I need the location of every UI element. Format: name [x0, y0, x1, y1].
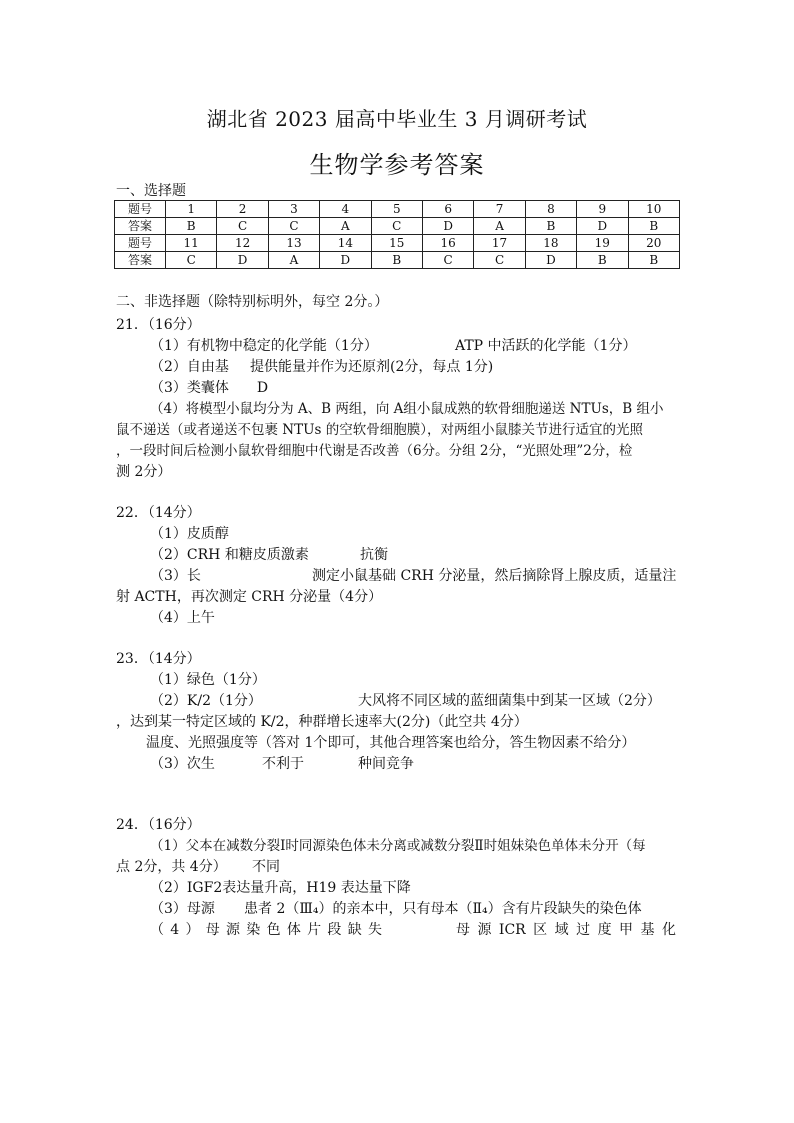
answer-cell: D [422, 218, 473, 235]
question-number: 12 [217, 235, 268, 252]
question-number: 19 [577, 235, 628, 252]
question-number: 15 [371, 235, 422, 252]
q23-answer-2-cont: ，达到某一特定区域的 K/2，种群增长速率大(2分)（此空共 4分） [116, 714, 528, 730]
q21-answer-4-cont3: 测 2分） [116, 464, 172, 480]
question-number: 4 [320, 201, 371, 218]
section1-heading: 一、选择题 [116, 183, 186, 199]
answer-cell: D [577, 218, 628, 235]
question-number: 9 [577, 201, 628, 218]
q21-answer-1a: （1）有机物中稳定的化学能（1分） [150, 338, 378, 354]
row-label: 题号 [115, 235, 166, 252]
q24-answer-4b: 母源ICR区域过度甲基化 [456, 922, 676, 938]
q21-heading: 21．（16分） [116, 317, 201, 333]
q22-answer-3a: （3）长 [150, 568, 201, 584]
q23-answer-1: （1）绿色（1分） [150, 672, 266, 688]
question-number: 16 [422, 235, 473, 252]
question-number: 6 [422, 201, 473, 218]
answer-cell: D [525, 252, 576, 269]
q21-answer-2a: （2）自由基 [150, 359, 229, 375]
q24-answer-3a: （3）母源 [150, 901, 215, 917]
question-number: 2 [217, 201, 268, 218]
q24-answer-1-cont: 点 2分，共 4分） [116, 859, 227, 875]
table-row [115, 252, 680, 269]
question-number: 11 [166, 235, 217, 252]
q23-answer-2-extra: 温度、光照强度等（答对 1个即可，其他合理答案也给分，答生物因素不给分） [146, 735, 636, 751]
row-label: 答案 [115, 252, 166, 269]
section2-heading: 二、非选择题（除特别标明外，每空 2分。） [116, 294, 389, 310]
answer-cell: C [422, 252, 473, 269]
q21-answer-3: （3）类囊体 D [150, 380, 269, 396]
question-number: 13 [268, 235, 319, 252]
question-number: 20 [628, 235, 679, 252]
question-number: 10 [628, 201, 679, 218]
exam-subtitle: 生物学参考答案 [309, 151, 485, 179]
q22-answer-3-cont: 射 ACTH，再次测定 CRH 分泌量（4分） [116, 589, 383, 605]
q23-answer-2a: （2）K/2（1分） [150, 693, 262, 709]
q23-answer-3b: 不利于 [262, 756, 304, 772]
q24-answer-1b: 不同 [252, 859, 280, 875]
answer-cell: B [628, 218, 679, 235]
answer-cell: C [217, 218, 268, 235]
question-number: 7 [474, 201, 525, 218]
answer-cell: A [474, 218, 525, 235]
table-row [115, 201, 680, 218]
answer-cell: C [371, 218, 422, 235]
answer-cell: D [320, 252, 371, 269]
q23-heading: 23．（14分） [116, 651, 201, 667]
q22-answer-2b: 抗衡 [360, 547, 388, 563]
q23-answer-2b: 大风将不同区域的蓝细菌集中到某一区域（2分） [358, 693, 661, 709]
question-number: 8 [525, 201, 576, 218]
answer-cell: B [628, 252, 679, 269]
question-number: 5 [371, 201, 422, 218]
q21-answer-4: （4）将模型小鼠均分为 A、B 两组，向 A组小鼠成熟的软骨细胞递送 NTUs，B 组小 [150, 401, 664, 417]
q24-answer-1: （1）父本在减数分裂Ⅰ时同源染色体未分离或减数分裂Ⅱ时姐妹染色单体未分开（每 [150, 838, 646, 854]
answer-cell: B [371, 252, 422, 269]
q22-answer-4: （4）上午 [150, 610, 215, 626]
exam-title: 湖北省 2023 届高中毕业生 3 月调研考试 [206, 107, 588, 131]
q23-answer-3a: （3）次生 [150, 756, 215, 772]
q24-heading: 24．（16分） [116, 817, 201, 833]
table-row [115, 218, 680, 235]
answer-table [114, 200, 680, 269]
q21-answer-4-cont2: ，一段时间后检测小鼠软骨细胞中代谢是否改善（6分。分组 2分，“光照处理”2分，检 [116, 443, 633, 459]
answer-cell: C [474, 252, 525, 269]
row-label: 答案 [115, 218, 166, 235]
q24-answer-4a: （4）母源染色体片段缺失 [150, 922, 382, 938]
question-number: 17 [474, 235, 525, 252]
question-number: 1 [166, 201, 217, 218]
answer-cell: C [166, 252, 217, 269]
q22-answer-1: （1）皮质醇 [150, 526, 229, 542]
q24-answer-2: （2）IGF2表达量升高，H19 表达量下降 [150, 880, 411, 896]
answer-cell: C [268, 218, 319, 235]
answer-cell: B [577, 252, 628, 269]
answer-cell: A [268, 252, 319, 269]
question-number: 14 [320, 235, 371, 252]
q21-answer-4-cont1: 鼠不递送（或者递送不包裹 NTUs 的空软骨细胞膜），对两组小鼠膝关节进行适宜的光照 [116, 422, 643, 438]
q21-answer-2b: 提供能量并作为还原剂(2分，每点 1分) [250, 359, 494, 375]
answer-cell: A [320, 218, 371, 235]
answer-cell: D [217, 252, 268, 269]
q22-answer-2a: （2）CRH 和糖皮质激素 [150, 547, 309, 563]
question-number: 18 [525, 235, 576, 252]
q21-answer-1b: ATP 中活跃的化学能（1分） [455, 338, 637, 354]
answer-cell: B [166, 218, 217, 235]
row-label: 题号 [115, 201, 166, 218]
q22-answer-3b: 测定小鼠基础 CRH 分泌量，然后摘除肾上腺皮质，适量注 [312, 568, 677, 584]
q23-answer-3c: 种间竞争 [358, 756, 414, 772]
table-row [115, 235, 680, 252]
q24-answer-3b: 患者 2（Ⅲ₄）的亲本中，只有母本（Ⅱ₄）含有片段缺失的染色体 [244, 901, 642, 917]
q22-heading: 22．（14分） [116, 505, 201, 521]
answer-cell: B [525, 218, 576, 235]
question-number: 3 [268, 201, 319, 218]
